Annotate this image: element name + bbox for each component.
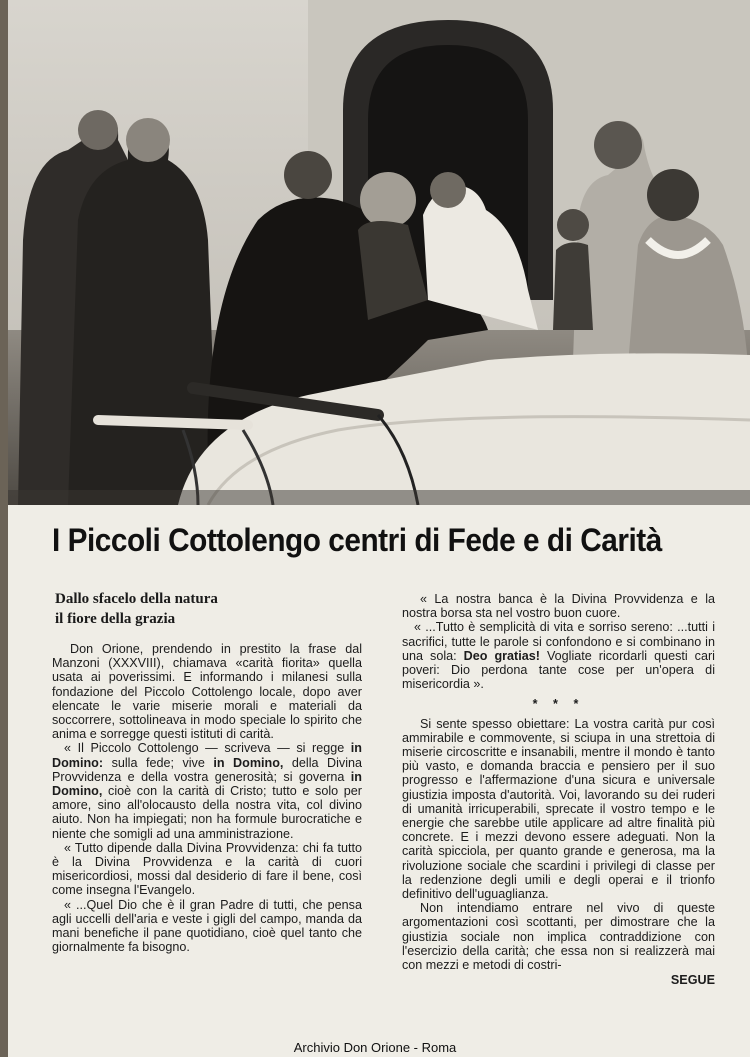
text-column-right xyxy=(402,592,715,987)
article-subtitle xyxy=(55,589,385,629)
article-title: I Piccoli Cottolengo centri di Fede e di Carità xyxy=(52,522,662,558)
paragraph: Si sente spesso obiettare: La vostra carità pur così ammirabile e commovente, si sciupa in una strettoia di miserie circoscritte e insanabili, mentre il mondo è tanto più vasto, e domanda braccia e pensiero per il suo progresso e l'affermazione d'una sicura e universale giustizia imposta d'autorità. Voi, lavorando su dei ruderi di umanità irricuperabili, sprecate il vostro tempo e le energie che sarebbe utile applicare ad altre finalità più concrete. E i mezzi devono essere adeguati. Non la carità spicciola, per quanto grande e generosa, ma la rivoluzione sociale che scardini i privilegi di classe per la redenzione degli umili e degli operai e il trionfo definitivo dell'uguaglianza. xyxy=(402,716,715,902)
subtitle-line-1: Dallo sfacelo della natura xyxy=(55,591,218,607)
photo-illustration xyxy=(8,0,750,505)
paragraph: « ...Quel Dio che è il gran Padre di tutti, che pensa agli uccelli dell'aria e veste i gigli del campo, manda da mani benefiche il pane quotidiano, cioè quel tanto che giornalmente fa bisogno. xyxy=(52,897,362,955)
subtitle-line-2: il fiore della grazia xyxy=(55,611,176,627)
paragraph: « Il Piccolo Cottolengo — scriveva — si regge in Domino: sulla fede; vive in Domino, della Divina Provvidenza e della vostra generosità; si governa in Domino, cioè con la carità di Cristo; tutto e solo per amore, sino all'olocausto della nostra vita, col divino aiuto. Non ha impiegati; non ha formule burocratiche e niente che somigli ad una amministrazione. xyxy=(52,741,363,841)
paragraph: Non intendiamo entrare nel vivo di queste argomentazioni così scottanti, per dimostrare che la giustizia sociale non implica contraddizione con l'esercizio della carità; che essa non si realizzerà mai con mezzi e metodi di costri- xyxy=(402,901,715,973)
text-column-left xyxy=(52,642,362,954)
archive-footer: Archivio Don Orione - Roma xyxy=(293,1040,457,1055)
continue-marker: SEGUE xyxy=(670,973,715,988)
binding-edge xyxy=(0,0,8,1057)
section-separator: * * * xyxy=(532,697,585,712)
paragraph: « La nostra banca è la Divina Provvidenza e la nostra borsa sta nel vostro buon cuore. xyxy=(402,592,715,621)
paragraph: Don Orione, prendendo in prestito la frase dal Manzoni (XXXVIII), chiamava «carità fiorita» quella usata ai poverissimi. E informando i milanesi sulla fondazione del Piccolo Cottolengo locale, dopo aver elencate le varie miserie morali e materiali da soccorrere, sottolineava in modo speciale lo spirito che anima e sorregge questi istituti di carità. xyxy=(52,642,362,742)
article-photo xyxy=(8,0,750,505)
paragraph: « Tutto dipende dalla Divina Provvidenza: chi fa tutto è la Divina Provvidenza e la carità di cuori misericordiosi, mossi dal desiderio di fare il bene, così come insegna l'Evangelo. xyxy=(52,840,362,898)
paragraph: « ...Tutto è semplicità di vita e sorriso sereno: ...tutti i sacrifici, tutte le parole si confondono e si combinano in una sola: Deo gratias! Vogliate ricordarli questi cari poveri: Dio perdona tante cose per un'opera di misericordia ». xyxy=(402,620,715,692)
